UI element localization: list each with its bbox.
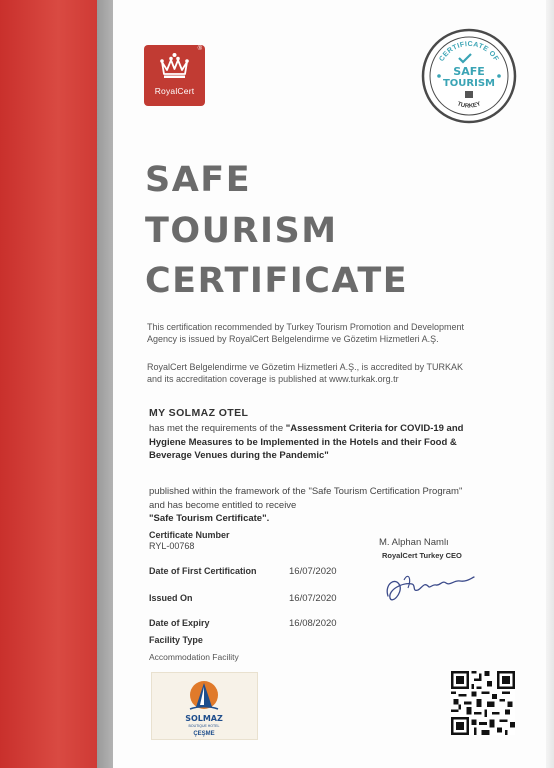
expiry-date: 16/08/2020 xyxy=(289,618,337,629)
seal-emblem-icon xyxy=(465,91,473,98)
royalcert-logo-text: RoyalCert xyxy=(154,86,195,96)
title-line-3: CERTIFICATE xyxy=(145,261,409,301)
signatory-name: M. Alphan Namlı xyxy=(379,537,449,548)
svg-text:SOLMAZ: SOLMAZ xyxy=(185,714,223,723)
facility-type-label: Facility Type xyxy=(149,635,203,645)
holder-name: MY SOLMAZ OTEL xyxy=(149,407,249,419)
requirements-prefix: has met the requirements of the xyxy=(149,423,286,434)
facility-type-value: Accommodation Facility xyxy=(149,652,239,662)
royalcert-logo xyxy=(144,45,205,106)
intro-paragraph-2: RoyalCert Belgelendirme ve Gözetim Hizmetleri A.Ş., is accredited by TURKAK and its accreditation coverage is published at www.turkak.org.tr xyxy=(147,362,463,384)
title-line-1: SAFE xyxy=(145,160,252,200)
program-text: published within the framework of the "Safe Tourism Certification Program" and has become entitled to receive xyxy=(149,486,463,511)
certificate-number-label: Certificate Number xyxy=(149,530,230,540)
criteria-title: "Assessment Criteria for COVID-19 and Hygiene Measures to be Implemented in the Hotels and their Food & Beverage Venues during the Pandemic" xyxy=(149,423,464,461)
red-side-stripe xyxy=(0,0,97,768)
issued-on-label: Issued On xyxy=(149,593,193,603)
requirements-statement xyxy=(149,422,489,463)
certificate-number: RYL-00768 xyxy=(149,541,195,551)
crown-icon xyxy=(159,52,190,80)
seal-ring-text: CERTIFICATE OF xyxy=(438,40,500,63)
signatory-title: RoyalCert Turkey CEO xyxy=(382,551,462,560)
seal-line2: TOURISM xyxy=(442,78,496,89)
gray-side-stripe xyxy=(97,0,113,768)
qr-code xyxy=(451,671,515,735)
program-statement xyxy=(149,485,479,526)
seal-line1: SAFE xyxy=(453,65,485,78)
first-certification-label: Date of First Certification xyxy=(149,566,257,576)
solmaz-hotel-logo xyxy=(151,672,258,740)
svg-text:BOUTIQUE HOTEL: BOUTIQUE HOTEL xyxy=(188,724,220,728)
issued-on-date: 16/07/2020 xyxy=(289,593,337,604)
title-line-2: TOURISM xyxy=(145,211,338,251)
first-certification-date: 16/07/2020 xyxy=(289,566,337,577)
signature-image xyxy=(382,562,478,610)
safe-tourism-seal xyxy=(421,28,517,124)
expiry-label: Date of Expiry xyxy=(149,618,210,628)
intro-paragraph-1: This certification recommended by Turkey Tourism Promotion and Development Agency is issued by RoyalCert Belgelendirme ve Gözetim Hizmetleri A.Ş. xyxy=(147,322,464,344)
svg-text:ÇEŞME: ÇEŞME xyxy=(193,731,215,737)
certificate-name: "Safe Tourism Certificate". xyxy=(149,513,270,524)
page-edge-shadow xyxy=(546,0,554,768)
seal-country: TURKEY xyxy=(456,101,482,110)
registered-mark: ® xyxy=(197,46,202,52)
